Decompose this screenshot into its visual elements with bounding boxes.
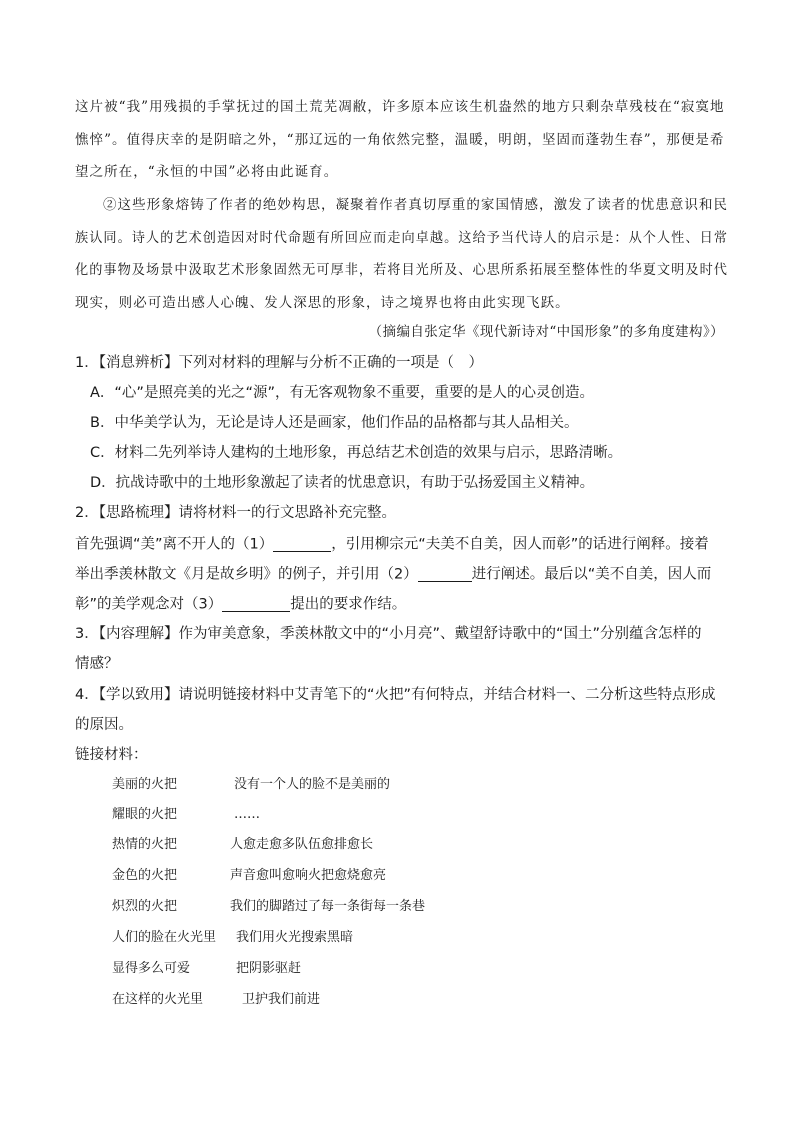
poem-line-left: 耀眼的火把 (112, 807, 178, 822)
question-2-line (75, 597, 406, 612)
poem-line-left: 美丽的火把 (112, 777, 178, 792)
poem-line-right: 人愈走愈多队伍愈排愈长 (230, 837, 374, 852)
poem-line-left: 炽烈的火把 (112, 899, 178, 914)
poem-line-right: 没有一个人的脸不是美丽的 (234, 777, 391, 792)
poem-line-right: 我们用火光搜索黑暗 (236, 930, 354, 945)
question-2-text: 提出的要求作结。 (290, 596, 407, 613)
question-2-text: 进行阐述。最后以“美不自美，因人而 (471, 566, 712, 583)
question-2-text: 彰”的美学观念对（3） (75, 596, 223, 613)
poem-line-right: 我们的脚踏过了每一条街每一条巷 (230, 899, 426, 914)
question-3-stem-cont: 情感？ (75, 656, 119, 672)
passage-line: 这片被“我”用残损的手掌抚过的国土荒芜凋敝，许多原本应该生机盎然的地方只剩杂草残枝在“寂寞地 (75, 99, 725, 115)
poem-line-left: 显得多么可爱 (112, 961, 191, 976)
poem-line-right: 把阴影驱赶 (236, 961, 302, 976)
poem-line-left: 在这样的火光里 (112, 992, 204, 1007)
passage-line: 化的事物及场景中汲取艺术形象固然无可厚非，若将目光所及、心思所系拓展至整体性的华夏文明及时代 (75, 262, 728, 278)
question-2-text: 首先强调“美”离不开人的（1） (75, 536, 274, 553)
question-4-stem-cont: 的原因。 (75, 717, 133, 733)
poem-line-right: 卫护我们前进 (242, 992, 321, 1007)
answer-blank-3[interactable] (222, 597, 290, 612)
passage-line: 望之所在，“永恒的中国”必将由此诞育。 (75, 164, 339, 180)
question-4-stem: 4．【学以致用】请说明链接材料中艾青笔下的“火把”有何特点，并结合材料一、二分析这些特点形成 (75, 687, 716, 703)
question-1-option-d: D．抗战诗歌中的土地形象激起了读者的忧患意识，有助于弘扬爱国主义精神。 (90, 475, 595, 491)
poem-line-left: 金色的火把 (112, 868, 178, 883)
passage-line: 现实，则必可造出感人心魄、发人深思的形象，诗之境界也将由此实现飞跃。 (75, 295, 570, 311)
question-1-stem: 1．【消息辨析】下列对材料的理解与分析不正确的一项是（ ） (75, 355, 483, 371)
passage-source: （摘编自张定华《现代新诗对“中国形象”的多角度建构》） (368, 324, 724, 340)
poem-line-right: …… (234, 807, 260, 822)
link-material-label: 链接材料： (75, 747, 148, 763)
question-2-text: 举出季羡林散文《月是故乡明》的例子，并引用（2） (75, 566, 418, 583)
question-1-option-a: A．“心”是照亮美的光之“源”，有无客观物象不重要，重要的是人的心灵创造。 (90, 385, 594, 401)
question-2-text: ，引用柳宗元“夫美不自美，因人而彰”的话进行阐释。接着 (331, 536, 709, 553)
question-2-line (75, 567, 711, 582)
passage-line: ②这些形象熔铸了作者的绝妙构思，凝聚着作者真切厚重的家国情感，激发了读者的忧患意识和民 (103, 197, 729, 213)
answer-blank-2[interactable] (418, 567, 472, 582)
poem-line-right: 声音愈叫愈响火把愈烧愈亮 (230, 868, 387, 883)
passage-line: 憔悴”。值得庆幸的是阴暗之外，“那辽远的一角依然完整，温暖，明朗，坚固而蓬勃生春”，那便是希 (75, 132, 725, 148)
question-3-stem: 3．【内容理解】作为审美意象，季羡林散文中的“小月亮”、戴望舒诗歌中的“国土”分别蕴含怎样的 (75, 626, 702, 642)
answer-blank-1[interactable] (273, 537, 331, 552)
question-2-stem: 2．【思路梳理】请将材料一的行文思路补充完整。 (75, 505, 396, 521)
poem-line-left: 人们的脸在火光里 (112, 930, 217, 945)
poem-line-left: 热情的火把 (112, 837, 178, 852)
question-1-option-b: B．中华美学认为，无论是诗人还是画家，他们作品的品格都与其人品相关。 (90, 415, 579, 431)
question-2-line (75, 537, 709, 552)
question-1-option-c: C．材料二先列举诗人建构的土地形象，再总结艺术创造的效果与启示，思路清晰。 (90, 445, 623, 461)
passage-line: 族认同。诗人的艺术创造因对时代命题有所回应而走向卓越。这给予当代诗人的启示是：从个人性、日常 (75, 230, 728, 246)
